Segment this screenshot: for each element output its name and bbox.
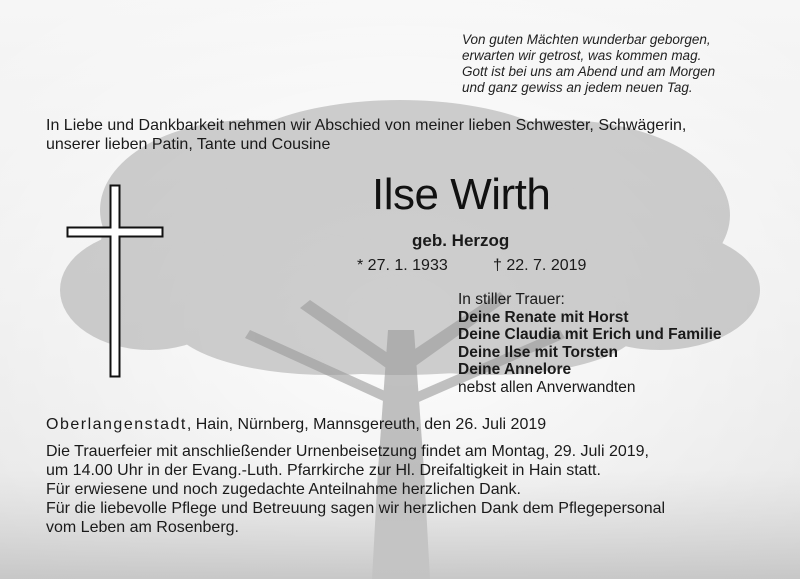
service-details	[46, 442, 761, 537]
intro-line-1: In Liebe und Dankbarkeit nehmen wir Abschied von meiner lieben Schwester, Schwägerin,	[46, 117, 687, 134]
details-line-1: Die Trauerfeier mit anschließender Urnenbeisetzung findet am Montag, 29. Juli 2019,	[46, 443, 649, 460]
cross-icon	[66, 184, 164, 378]
poem-line: Von guten Mächten wunderbar geborgen,	[462, 32, 711, 47]
death-date: † 22. 7. 2019	[493, 257, 587, 274]
mourners-heading: In stiller Trauer:	[458, 291, 565, 308]
poem-line: Gott ist bei uns am Abend und am Morgen	[462, 64, 716, 79]
poem-line: und ganz gewiss an jedem neuen Tag.	[462, 80, 693, 95]
place-town: Oberlangenstadt	[46, 416, 187, 433]
mourner-name: Deine Annelore	[458, 361, 572, 378]
poem-line: erwarten wir getrost, was kommen mag.	[462, 48, 702, 63]
mourner-name: Deine Renate mit Horst	[458, 308, 629, 326]
details-line-2: um 14.00 Uhr in der Evang.-Luth. Pfarrkirche zur Hl. Dreifaltigkeit in Hain statt.	[46, 462, 601, 479]
birth-date: * 27. 1. 1933	[357, 257, 448, 274]
mourners-block	[458, 291, 788, 396]
poem	[462, 32, 782, 96]
place-date-line	[46, 415, 546, 434]
mourner-name: Deine Claudia mit Erich und Familie	[458, 326, 722, 343]
intro-line-2: unserer lieben Patin, Tante und Cousine	[46, 136, 331, 153]
details-line-3: Für erwiesene und noch zugedachte Anteilnahme herzlichen Dank.	[46, 481, 521, 498]
details-line-4: Für die liebevolle Pflege und Betreuung sagen wir herzlichen Dank dem Pflegepersonal	[46, 500, 666, 517]
details-line-5: vom Leben am Rosenberg.	[46, 519, 239, 536]
intro-text	[46, 116, 766, 154]
maiden-name: geb. Herzog	[412, 231, 510, 250]
mourners-footer: nebst allen Anverwandten	[458, 378, 636, 396]
deceased-name: Ilse Wirth	[372, 170, 551, 219]
mourner-name: Deine Ilse mit Torsten	[458, 343, 618, 361]
place-rest: , Hain, Nürnberg, Mannsgereuth, den 26. Juli 2019	[186, 416, 547, 433]
